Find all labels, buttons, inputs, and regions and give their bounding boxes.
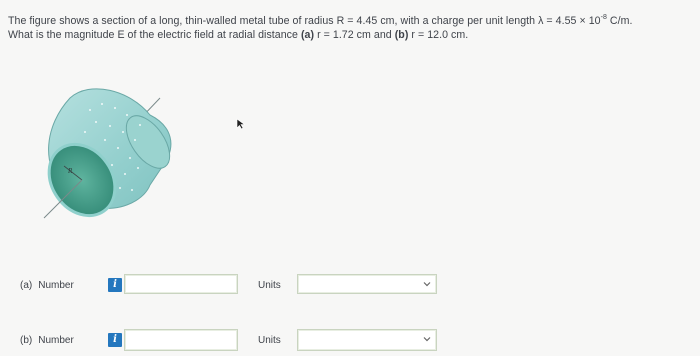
answer-b-label [20, 335, 74, 346]
question-line-2-text: What is the magnitude E of the electric field at radial distance [8, 29, 301, 41]
answer-b-part: (b) [20, 335, 33, 346]
units-label-b: Units [258, 335, 281, 346]
answer-a-part: (a) [20, 280, 33, 291]
number-input-a[interactable] [124, 274, 238, 294]
number-input-b[interactable] [124, 329, 238, 351]
question-line-2 [8, 28, 696, 42]
question-line-1-unit: C/m. [606, 15, 633, 27]
question-line-1 [8, 14, 696, 28]
part-a-marker: (a) [300, 29, 315, 41]
part-b-marker: (b) [394, 29, 409, 41]
answer-b-number-label: Number [38, 335, 74, 346]
mouse-cursor-icon [236, 118, 246, 130]
chevron-down-icon [423, 281, 431, 287]
answer-a-label [20, 280, 74, 291]
question-line-2-end: r = 12.0 cm. [408, 29, 469, 41]
info-icon[interactable]: i [108, 278, 122, 292]
units-select-a[interactable] [297, 274, 437, 294]
answer-row-a [0, 274, 700, 298]
info-icon[interactable]: i [108, 333, 122, 347]
units-label-a: Units [258, 280, 281, 291]
radius-label: R [68, 167, 73, 175]
tube-figure [30, 70, 230, 230]
question-line-2-mid: r = 1.72 cm and [314, 29, 395, 41]
question-line-1-text: The figure shows a section of a long, thin-walled metal tube of radius R = 4.45 cm, with a charge per unit length λ = 4.55 × 10 [8, 15, 601, 27]
answer-a-number-label: Number [38, 280, 74, 291]
answer-row-b [0, 329, 700, 353]
units-select-b[interactable] [297, 329, 437, 351]
question-text [8, 14, 696, 42]
exponent: -8 [600, 14, 607, 21]
chevron-down-icon [423, 336, 431, 342]
